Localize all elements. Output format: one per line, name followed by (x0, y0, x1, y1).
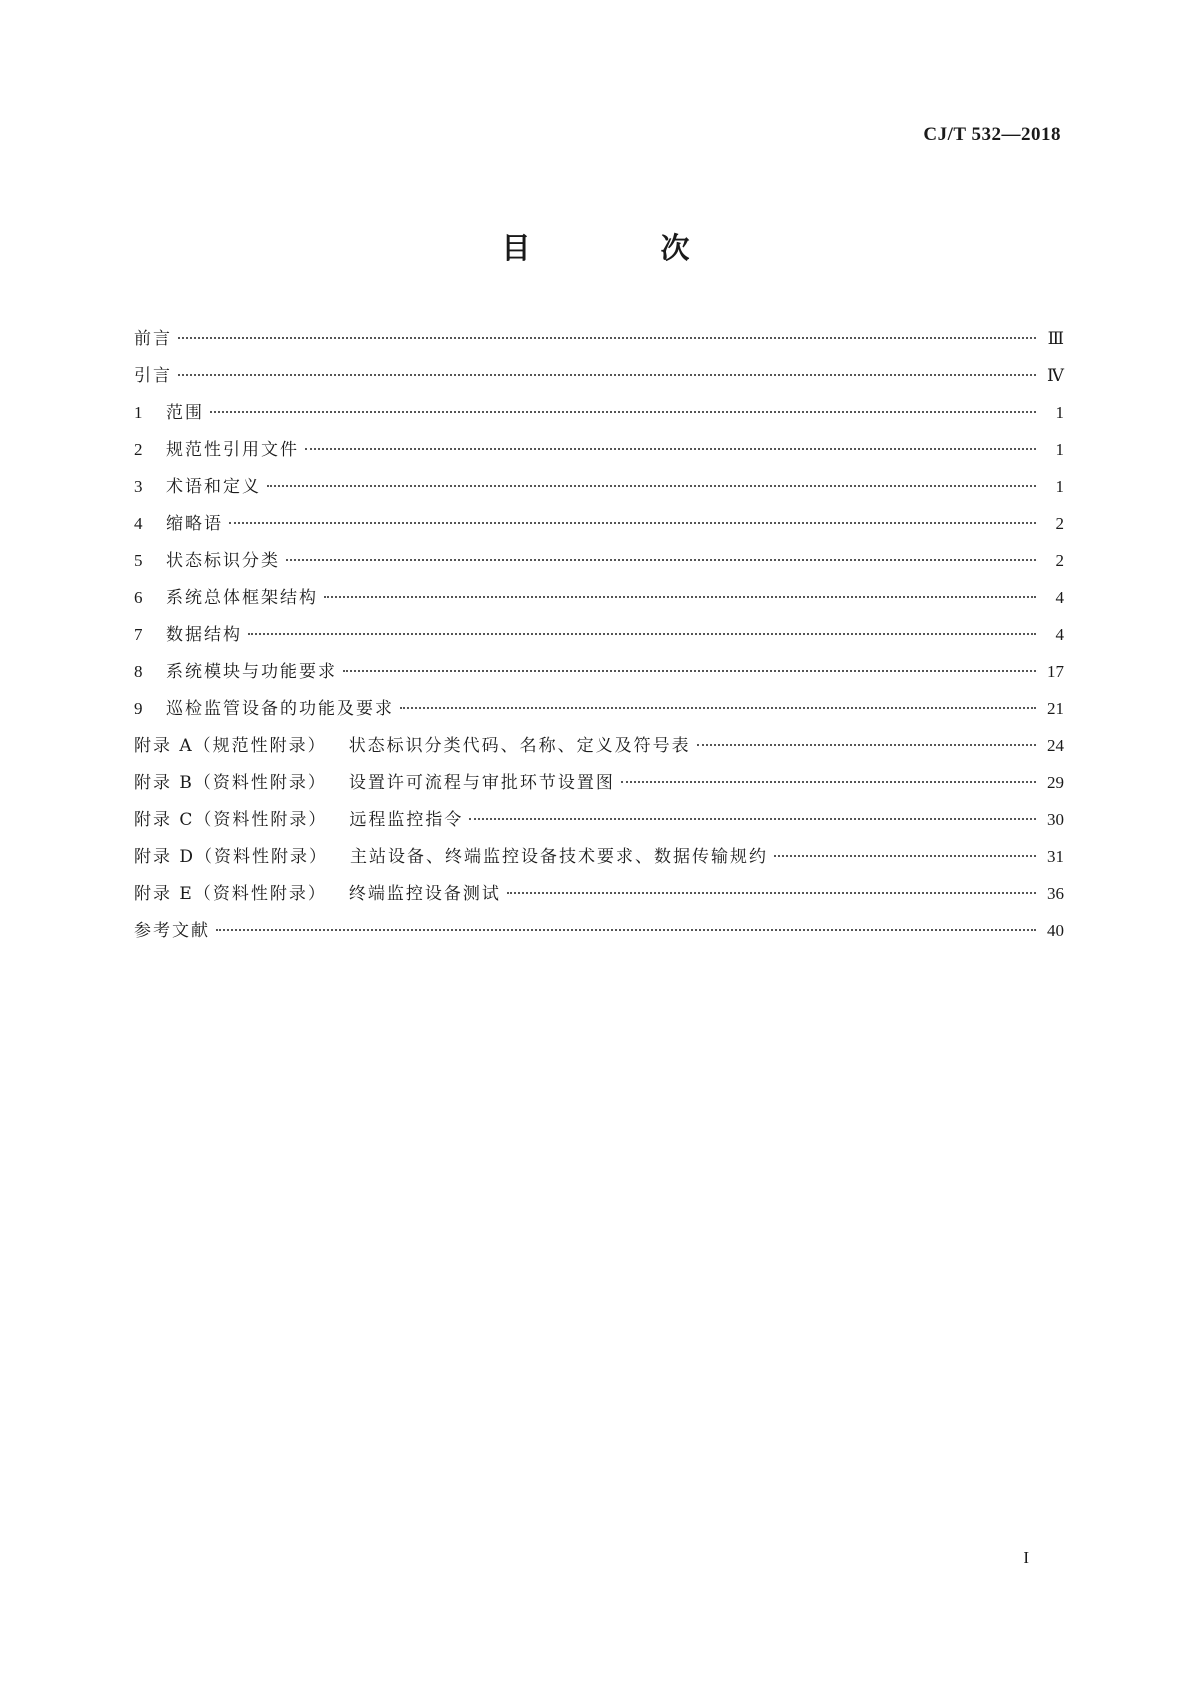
entry-page: 1 (1055, 403, 1064, 422)
toc-entry-appendix-c[interactable] (134, 805, 1064, 842)
entry-page: 21 (1047, 699, 1064, 718)
entry-subtitle: 远程监控指令 (349, 810, 464, 830)
entry-number: 8 (134, 662, 143, 681)
dot-leader (267, 485, 1036, 487)
toc-entry[interactable] (134, 694, 1064, 731)
dot-leader (400, 707, 1036, 709)
entry-label: 规范性引用文件 (166, 440, 299, 460)
dot-leader (697, 744, 1036, 746)
entry-number: 7 (134, 625, 143, 644)
toc-entry[interactable] (134, 398, 1064, 435)
entry-subtitle: 状态标识分类代码、名称、定义及符号表 (348, 736, 691, 756)
toc-entry[interactable] (134, 361, 1064, 398)
entry-page: 24 (1047, 736, 1064, 755)
toc-entry[interactable] (134, 657, 1064, 694)
entry-label: 数据结构 (166, 625, 242, 645)
entry-label: 术语和定义 (166, 477, 261, 497)
entry-subtitle: 主站设备、终端监控设备技术要求、数据传输规约 (350, 847, 769, 867)
entry-number: 6 (134, 588, 143, 607)
dot-leader (305, 448, 1036, 450)
entry-label: 巡检监管设备的功能及要求 (166, 699, 394, 719)
entry-number: 3 (134, 477, 143, 496)
entry-label: 附录 B（资料性附录） (134, 773, 327, 793)
entry-page: 1 (1055, 477, 1064, 496)
dot-leader (621, 781, 1036, 783)
dot-leader (248, 633, 1036, 635)
dot-leader (210, 411, 1036, 413)
entry-label: 附录 D（资料性附录） (134, 847, 329, 867)
entry-number: 4 (134, 514, 143, 533)
toc-entry-appendix-a[interactable] (134, 731, 1064, 768)
toc-entry[interactable] (134, 546, 1064, 583)
entry-page: Ⅳ (1047, 366, 1064, 385)
dot-leader (774, 855, 1036, 857)
entry-label: 系统总体框架结构 (166, 588, 318, 608)
dot-leader (469, 818, 1036, 820)
standard-code: CJ/T 532—2018 (923, 124, 1061, 145)
entry-label: 前言 (134, 329, 172, 349)
entry-page: 40 (1047, 921, 1064, 940)
entry-number: 1 (134, 403, 143, 422)
page-number: I (1023, 1548, 1029, 1567)
toc-entry-appendix-d[interactable] (134, 842, 1064, 879)
toc-entry[interactable] (134, 583, 1064, 620)
dot-leader (229, 522, 1036, 524)
entry-label: 引言 (134, 366, 172, 386)
entry-label: 附录 A（规范性附录） (134, 736, 327, 756)
entry-page: 4 (1055, 625, 1064, 644)
entry-subtitle: 终端监控设备测试 (348, 884, 501, 904)
entry-page: 1 (1055, 440, 1064, 459)
entry-page: 31 (1047, 847, 1064, 866)
entry-page: Ⅲ (1047, 329, 1064, 348)
dot-leader (178, 337, 1036, 339)
entry-number: 2 (134, 440, 143, 459)
toc-entry[interactable] (134, 324, 1064, 361)
dot-leader (216, 929, 1036, 931)
dot-leader (343, 670, 1036, 672)
entry-page: 2 (1055, 514, 1064, 533)
dot-leader (178, 374, 1036, 376)
entry-label: 范围 (166, 403, 204, 423)
dot-leader (507, 892, 1036, 894)
entry-page: 30 (1047, 810, 1064, 829)
entry-label: 状态标识分类 (166, 551, 280, 571)
toc-entry[interactable] (134, 435, 1064, 472)
entry-label: 缩略语 (166, 514, 223, 534)
entry-page: 29 (1047, 773, 1064, 792)
toc-entry[interactable] (134, 620, 1064, 657)
dot-leader (286, 559, 1036, 561)
entry-label: 参考文献 (134, 921, 210, 941)
entry-page: 17 (1047, 662, 1064, 681)
entry-label: 附录 E（资料性附录） (134, 884, 327, 904)
entry-number: 9 (134, 699, 143, 718)
toc-entry-appendix-b[interactable] (134, 768, 1064, 805)
toc-entry-appendix-e[interactable] (134, 879, 1064, 916)
entry-subtitle: 设置许可流程与审批环节设置图 (348, 773, 615, 793)
entry-number: 5 (134, 551, 143, 570)
entry-page: 36 (1047, 884, 1064, 903)
page-title: 目 次 (501, 231, 750, 265)
entry-label: 附录 C（资料性附录） (134, 810, 328, 830)
entry-page: 2 (1055, 551, 1064, 570)
dot-leader (324, 596, 1036, 598)
entry-page: 4 (1055, 588, 1064, 607)
toc-entry[interactable] (134, 916, 1064, 953)
table-of-contents (134, 324, 1064, 953)
toc-entry[interactable] (134, 509, 1064, 546)
entry-label: 系统模块与功能要求 (166, 662, 337, 682)
toc-entry[interactable] (134, 472, 1064, 509)
